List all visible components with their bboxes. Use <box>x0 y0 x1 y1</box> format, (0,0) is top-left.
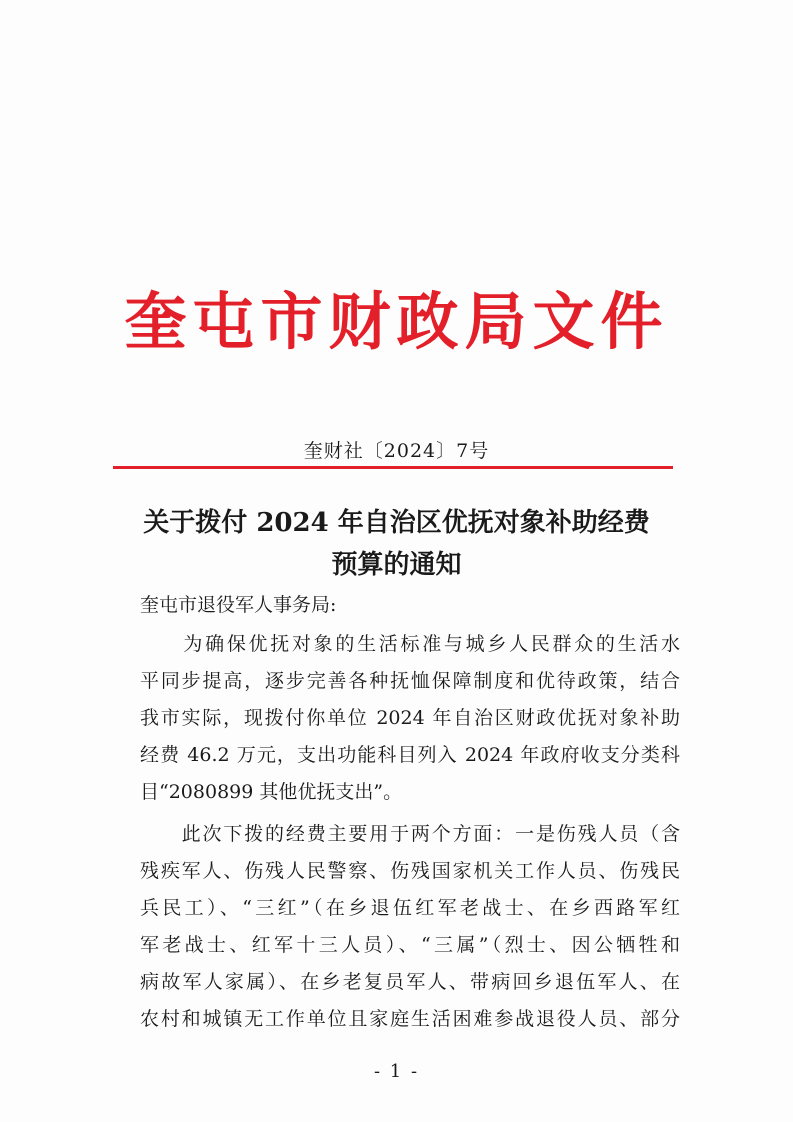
body-line: 此次下拨的经费主要用于两个方面：一是伤残人员（含 <box>140 823 680 845</box>
body-line: 目“2080899 其他优抚支出”。 <box>140 781 403 803</box>
body-line: 军老战士、红军十三人员）、“三属”（烈士、因公牺牲和 <box>140 934 680 956</box>
body-paragraph-2 <box>140 816 680 1038</box>
notice-title-line-2: 预算的通知 <box>331 550 462 580</box>
body-line: 兵民工）、“三红”（在乡退伍红军老战士、在乡西路军红 <box>140 897 680 919</box>
recipient: 奎屯市退役军人事务局: <box>140 594 337 616</box>
body-line: 病故军人家属）、在乡老复员军人、带病回乡退伍军人、在 <box>140 971 680 993</box>
red-divider-line <box>113 466 673 469</box>
body-line: 残疾军人、伤残人民警察、伤残国家机关工作人员、伤残民 <box>140 860 680 882</box>
page-number: - 1 - <box>373 1061 420 1082</box>
body-line: 农村和城镇无工作单位且家庭生活困难参战退役人员、部分 <box>140 1008 680 1030</box>
body-paragraph-1 <box>140 626 680 811</box>
notice-title-line-1: 关于拨付 2024 年自治区优抚对象补助经费 <box>143 508 650 538</box>
body-line: 为确保优抚对象的生活标准与城乡人民群众的生活水 <box>140 633 680 655</box>
document-number: 奎财社〔2024〕7号 <box>303 440 490 462</box>
body-line: 经费 46.2 万元，支出功能科目列入 2024 年政府收支分类科 <box>140 744 680 766</box>
notice-title <box>0 502 793 586</box>
body-line: 平同步提高，逐步完善各种抚恤保障制度和优待政策，结合 <box>140 670 680 692</box>
agency-header-title: 奎屯市财政局文件 <box>124 285 669 358</box>
body-line: 我市实际，现拨付你单位 2024 年自治区财政优抚对象补助 <box>140 707 680 729</box>
